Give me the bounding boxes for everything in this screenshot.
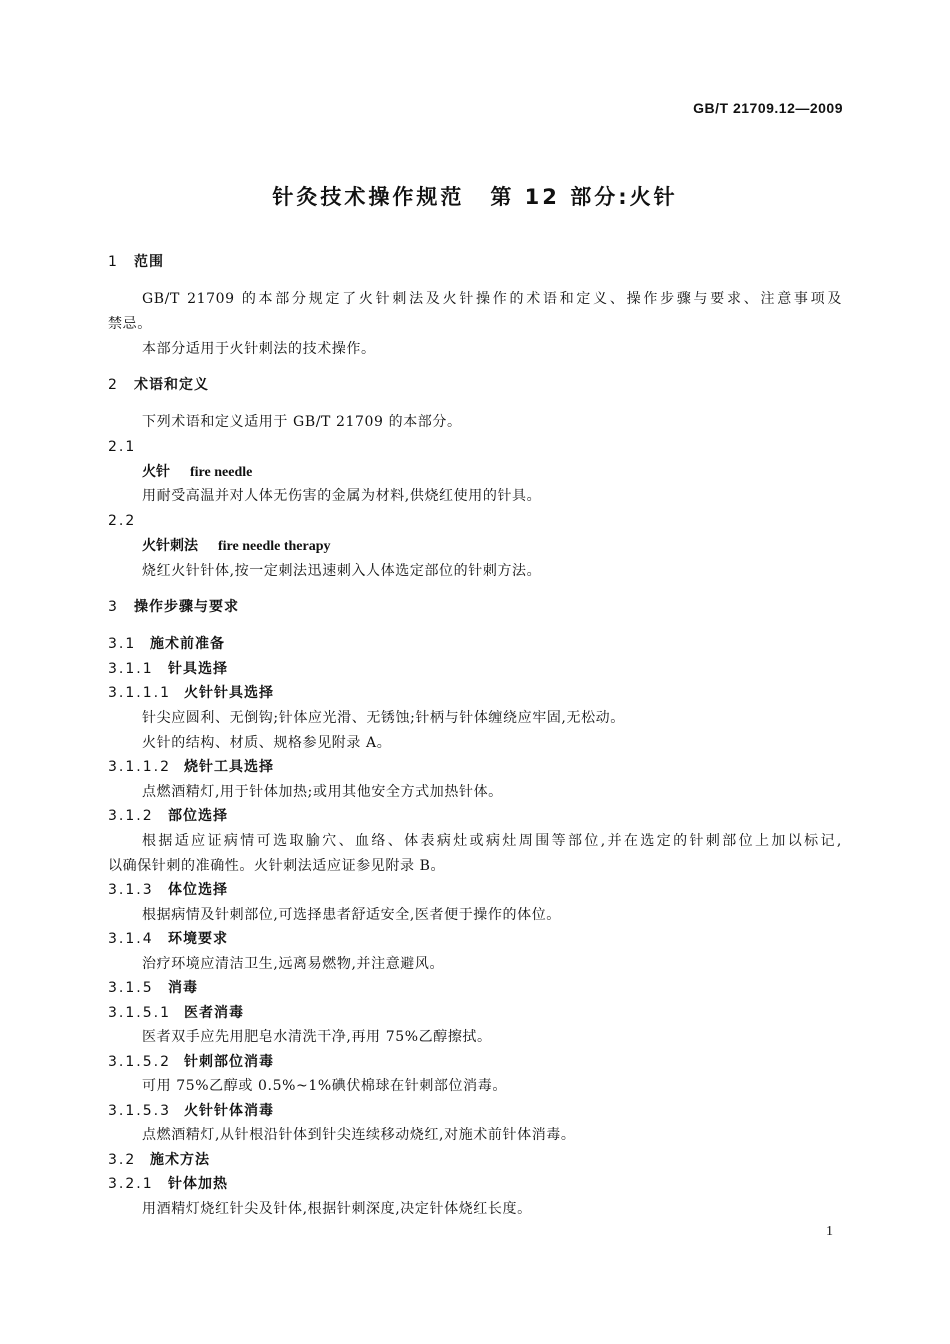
term-english: fire needle therapy: [218, 539, 331, 554]
document-title: [0, 181, 950, 211]
section-number: 3.1.5.1: [108, 1005, 171, 1021]
section-number: 3.1.4: [108, 931, 154, 947]
paragraph-line: 根据病情及针刺部位,可选择患者舒适安全,医者便于操作的体位。: [142, 907, 561, 923]
term-chinese: 火针: [142, 464, 170, 480]
section-number: 3.2: [108, 1152, 137, 1168]
term-chinese: 火针刺法: [142, 538, 198, 554]
clause-number: 2.1: [108, 439, 137, 455]
section-heading: [108, 598, 239, 616]
section-heading-text: 火针针具选择: [184, 685, 274, 701]
paragraph-line: 治疗环境应清洁卫生,远离易燃物,并注意避风。: [142, 956, 445, 972]
section-heading-text: 消毒: [168, 980, 198, 996]
section-heading-text: 施术前准备: [150, 636, 225, 652]
paragraph-line: 用耐受高温并对人体无伤害的金属为材料,供烧红使用的针具。: [142, 488, 542, 504]
paragraph-line: 根据适应证病情可选取腧穴、血络、体表病灶或病灶周围等部位,并在选定的针刺部位上加以标记,: [142, 833, 842, 849]
page-number: 1: [826, 1224, 833, 1239]
section-heading: [108, 1102, 274, 1120]
clause-number: 2.2: [108, 513, 137, 529]
paragraph-line: 可用 75%乙醇或 0.5%~1%碘伏棉球在针刺部位消毒。: [142, 1078, 507, 1094]
section-heading-text: 部位选择: [168, 808, 228, 824]
paragraph-line: GB/T 21709 的本部分规定了火针刺法及火针操作的术语和定义、操作步骤与要求、注意事项及: [142, 291, 842, 307]
paragraph-line: 医者双手应先用肥皂水清洗干净,再用 75%乙醇擦拭。: [142, 1029, 492, 1045]
section-number: 3.1.5.3: [108, 1103, 171, 1119]
section-heading: [108, 684, 274, 702]
section-heading: [108, 635, 225, 653]
section-heading-text: 针体加热: [168, 1176, 228, 1192]
section-heading-text: 烧针工具选择: [184, 759, 274, 775]
section-heading-text: 操作步骤与要求: [134, 599, 239, 615]
paragraph-line: 禁忌。: [108, 316, 152, 332]
title-part: 第 12 部分:火针: [490, 185, 678, 209]
standard-code: GB/T 21709.12—2009: [693, 100, 843, 116]
section-number: 3.1.2: [108, 808, 154, 824]
section-heading-text: 施术方法: [150, 1152, 210, 1168]
section-number: 3.1: [108, 636, 137, 652]
paragraph-line: 下列术语和定义适用于 GB/T 21709 的本部分。: [142, 414, 462, 430]
paragraph-line: 火针的结构、材质、规格参见附录 A。: [142, 735, 392, 751]
paragraph-line: 点燃酒精灯,用于针体加热;或用其他安全方式加热针体。: [142, 784, 503, 800]
paragraph-line: 针尖应圆利、无倒钩;针体应光滑、无锈蚀;针柄与针体缠绕应牢固,无松动。: [142, 710, 625, 726]
section-number: 3.1.1: [108, 661, 154, 677]
paragraph-line: 点燃酒精灯,从针根沿针体到针尖连续移动烧红,对施术前针体消毒。: [142, 1127, 576, 1143]
section-heading-text: 医者消毒: [184, 1005, 244, 1021]
section-number: 1: [108, 254, 119, 270]
section-number: 3.1.5.2: [108, 1054, 171, 1070]
paragraph-line: 烧红火针针体,按一定刺法迅速刺入人体选定部位的针刺方法。: [142, 563, 542, 579]
section-heading: [108, 758, 274, 776]
section-heading: [108, 253, 164, 271]
section-heading: [108, 1151, 210, 1169]
paragraph-line: 本部分适用于火针刺法的技术操作。: [142, 341, 376, 357]
section-number: 3.2.1: [108, 1176, 154, 1192]
section-heading: [108, 930, 228, 948]
section-number: 3.1.5: [108, 980, 154, 996]
paragraph-line: 以确保针刺的准确性。火针刺法适应证参见附录 B。: [108, 858, 446, 874]
section-number: 2: [108, 377, 119, 393]
section-heading: [108, 1175, 228, 1193]
section-heading-text: 范围: [134, 254, 164, 270]
term-entry: [142, 537, 331, 556]
section-number: 3.1.3: [108, 882, 154, 898]
section-heading-text: 环境要求: [168, 931, 228, 947]
paragraph-line: 用酒精灯烧红针尖及针体,根据针刺深度,决定针体烧红长度。: [142, 1201, 532, 1217]
section-heading: [108, 1053, 274, 1071]
section-heading-text: 针具选择: [168, 661, 228, 677]
section-heading-text: 体位选择: [168, 882, 228, 898]
section-heading-text: 针刺部位消毒: [184, 1054, 274, 1070]
term-english: fire needle: [190, 465, 253, 480]
section-heading: [108, 660, 228, 678]
section-number: 3.1.1.1: [108, 685, 171, 701]
section-heading-text: 火针针体消毒: [184, 1103, 274, 1119]
section-heading-text: 术语和定义: [134, 377, 209, 393]
section-heading: [108, 979, 198, 997]
section-heading: [108, 807, 228, 825]
section-number: 3.1.1.2: [108, 759, 171, 775]
section-heading: [108, 376, 209, 394]
title-main: 针灸技术操作规范: [272, 185, 465, 209]
section-heading: [108, 881, 228, 899]
term-entry: [142, 463, 252, 482]
section-number: 3: [108, 599, 119, 615]
section-heading: [108, 1004, 244, 1022]
